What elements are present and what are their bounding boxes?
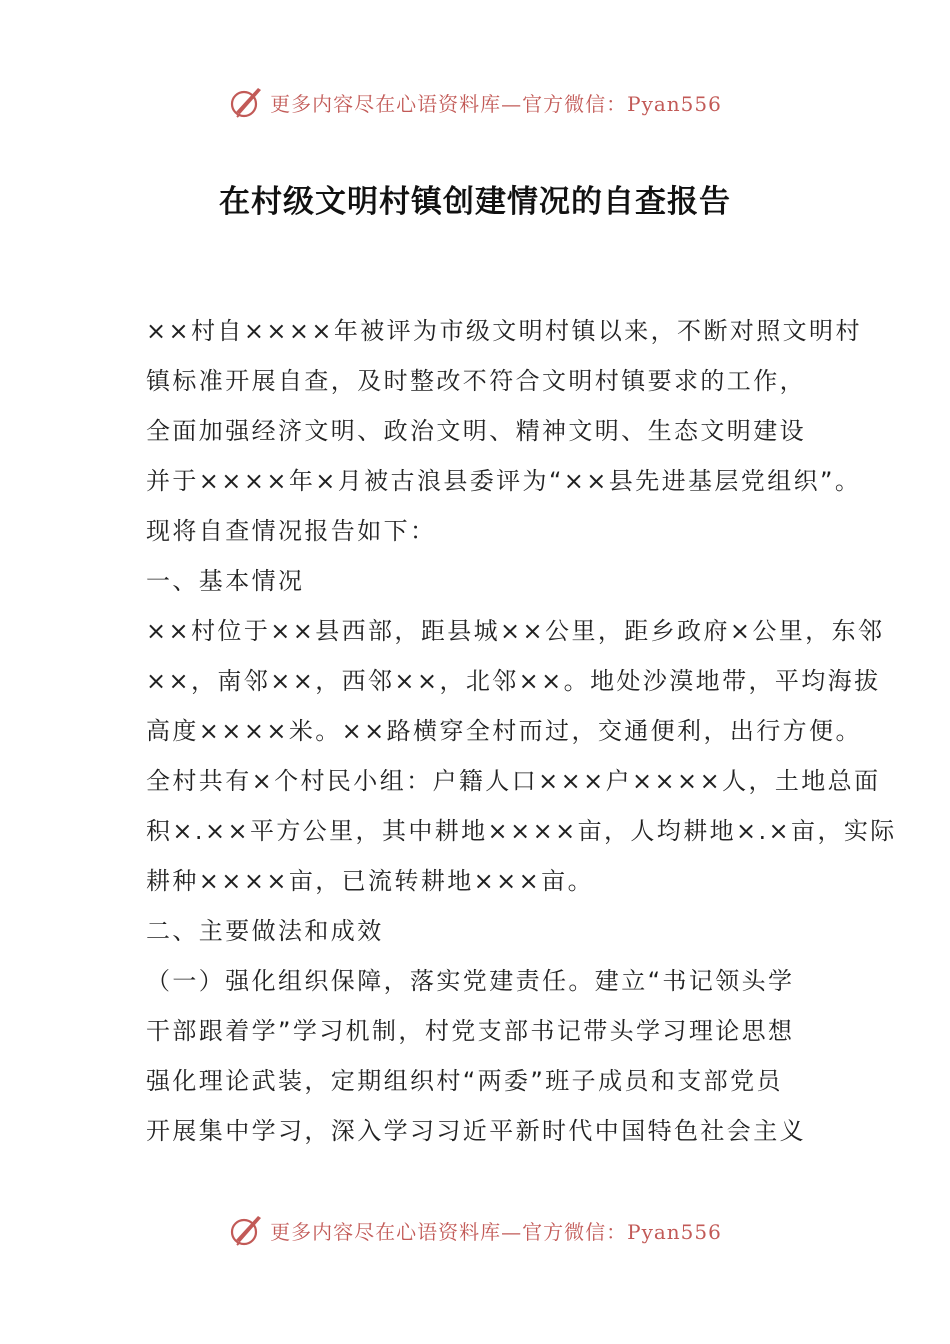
body-line: （一）强化组织保障，落实党建责任。建立“书记领头学 (146, 967, 795, 995)
section-heading: 二、主要做法和成效 (146, 917, 384, 945)
body-line: 高度××××米。××路横穿全村而过，交通便利，出行方便。 (146, 717, 862, 745)
body-line: 全面加强经济文明、政治文明、精神文明、生态文明建设 (146, 417, 806, 445)
header-banner (0, 78, 950, 126)
body-line: 干部跟着学”学习机制，村党支部书记带头学习理论思想 (146, 1017, 795, 1045)
body-line: 全村共有×个村民小组：户籍人口×××户××××人，土地总面 (146, 767, 881, 795)
body-line: 积×.××平方公里，其中耕地××××亩，人均耕地×.×亩，实际 (146, 817, 897, 845)
body-line: 镇标准开展自查，及时整改不符合文明村镇要求的工作， (146, 367, 806, 395)
footer-banner (0, 1206, 950, 1254)
body-line: ××村位于××县西部，距县城××公里，距乡政府×公里，东邻 (146, 617, 885, 645)
section-heading: 一、基本情况 (146, 567, 305, 595)
footer-banner-text: 更多内容尽在心语资料库—官方微信：Pyan556 (270, 1219, 722, 1244)
body-line: 并于××××年×月被古浪县委评为“××县先进基层党组织”。 (146, 467, 862, 495)
header-banner-text: 更多内容尽在心语资料库—官方微信：Pyan556 (270, 91, 722, 116)
body-line: 耕种××××亩，已流转耕地×××亩。 (146, 867, 594, 895)
body-line: 现将自查情况报告如下： (146, 517, 437, 545)
document-body (146, 306, 897, 1156)
header-banner-content (228, 84, 722, 120)
body-line: 强化理论武装，定期组织村“两委”班子成员和支部党员 (146, 1067, 783, 1095)
document-title: 在村级文明村镇创建情况的自查报告 (219, 184, 731, 220)
body-line: 开展集中学习，深入学习习近平新时代中国特色社会主义 (146, 1117, 806, 1145)
body-line: ××，南邻××，西邻××，北邻××。地处沙漠地带，平均海拔 (146, 667, 881, 695)
quill-logo-icon (228, 84, 264, 120)
body-line: ××村自××××年被评为市级文明村镇以来，不断对照文明村 (146, 317, 862, 345)
footer-banner-content (228, 1212, 722, 1248)
quill-logo-icon (228, 1212, 264, 1248)
